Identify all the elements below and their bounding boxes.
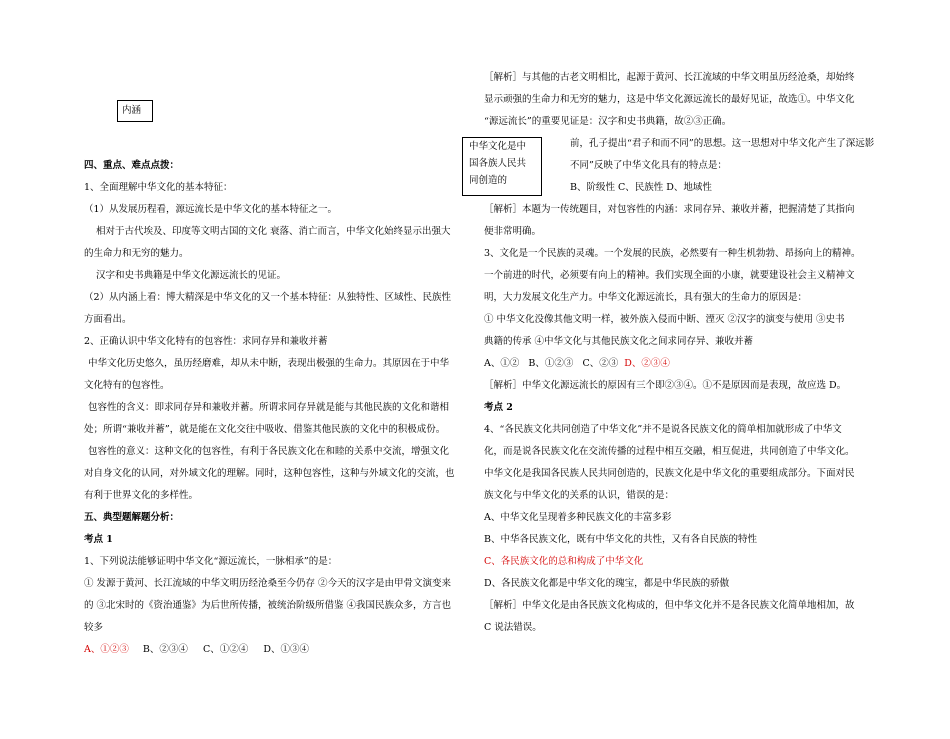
right-text-line: C 说法错误。: [484, 622, 542, 633]
neihan-box-label: 内涵: [122, 105, 142, 116]
left-text-line: 处；所谓“兼收并蓄”，就是能在文化交往中吸收、借鉴其他民族的文化中的积极成份。: [84, 424, 446, 435]
overlay-note-box: [462, 137, 542, 196]
right-column: [484, 0, 884, 739]
right-text-line: 化，而是说各民族文化在交流传播的过程中相互交融，相互促进，共同创造了中华文化。: [484, 446, 855, 457]
left-text-line: 1、下列说法能够证明中华文化“源远流长，一脉相承”的是：: [84, 556, 338, 567]
right-text-line: 族文化与中华文化的关系的认识，错误的是：: [484, 490, 675, 501]
left-text-line: 对自身文化的认同，对外域文化的理解。同时，这种包容性，这种与外域文化的交流，也: [84, 468, 455, 479]
right-text-line: 考点 2: [484, 402, 513, 413]
right-text-line: A、中华文化呈现着多种民族文化的丰富多彩: [484, 512, 672, 523]
left-text-line: 相对于古代埃及、印度等文明古国的文化 衰落、消亡而言，中华文化始终显示出强大: [96, 226, 451, 237]
right-text-line: 不同”反映了中华文化具有的特点是：: [570, 160, 727, 171]
left-text-line: 四、重点、难点点拨：: [84, 160, 180, 171]
q3-correct-answer: D、②③④: [624, 358, 670, 369]
overlay-note-line-1: 中华文化是中: [469, 141, 527, 152]
right-text-line: 3、文化是一个民族的灵魂。一个发展的民族，必然要有一种生机勃勃、昂扬向上的精神。: [484, 248, 861, 259]
left-text-line: 有利于世界文化的多样性。: [84, 490, 199, 501]
right-text-line: C、各民族文化的总和构成了中华文化: [484, 556, 644, 567]
right-text-line: ［解析］本题为一传统题目，对包容性的内涵：求同存异、兼收并蓄，把握清楚了其指向: [484, 204, 855, 215]
left-text-line: （2）从内涵上看：博大精深是中华文化的又一个基本特征：从独特性、区域性、民族性: [84, 292, 452, 303]
left-text-line: 包容性的含义：即求同存异和兼收并蓄。所谓求同存异就是能与其他民族的文化和谐相: [88, 402, 450, 413]
left-text-line: 1、全面理解中华文化的基本特征：: [84, 182, 233, 193]
overlay-note-line-2: 国各族人民共: [469, 158, 527, 169]
left-text-line: 较多: [84, 622, 104, 633]
left-text-line: 考点 1: [84, 534, 113, 545]
left-text-line: 汉字和史书典籍是中华文化源远流长的见证。: [96, 270, 287, 281]
left-text-line: ① 发源于黄河、长江流域的中华文明历经沧桑至今仍存 ②今天的汉字是由甲骨文演变来: [84, 578, 452, 589]
right-text-line: 明，大力发展文化生产力。中华文化源远流长，具有强大的生命力的原因是：: [484, 292, 808, 303]
right-text-line: ［解析］中华文化源远流长的原因有三个即②③④。①不是原因而是表现，故应选 D。: [484, 380, 847, 391]
left-text-line: 中华文化历史悠久，虽历经磨难，却从未中断，表现出极强的生命力。其原因在于中华: [88, 358, 450, 369]
left-text-line: 文化特有的包容性。: [84, 380, 170, 391]
right-text-line: 一个前进的时代，必须要有向上的精神。我们实现全面的小康，就要建设社会主义精神文: [484, 270, 855, 281]
left-text-line: 包容性的意义：这种文化的包容性，有利于各民族文化在和睦的关系中交流，增强文化: [88, 446, 450, 457]
right-text-line: “源远流长”的重要见证是：汉字和史书典籍，故②③正确。: [484, 116, 732, 127]
right-text-line: 显示顽强的生命力和无穷的魅力，这是中华文化源远流长的最好见证，故选①。中华文化: [484, 94, 855, 105]
right-text-line: ［解析］中华文化是由各民族文化构成的，但中华文化并不是各民族文化简单地相加，故: [484, 600, 855, 611]
left-text-line: 方面看出。: [84, 314, 132, 325]
right-text-line: B、中华各民族文化，既有中华文化的共性，又有各自民族的特性: [484, 534, 757, 545]
q1-answer-options: [84, 644, 309, 656]
left-text-line: 的 ③北宋时的《资治通鉴》为后世所传播，被统治阶级所借鉴 ④我国民族众多，方言也: [84, 600, 452, 611]
right-text-line: D、各民族文化都是中华文化的瑰宝，都是中华民族的骄傲: [484, 578, 730, 589]
left-text-line: （1）从发展历程看，源远流长是中华文化的基本特征之一。: [84, 204, 338, 215]
left-text-line: 的生命力和无穷的魅力。: [84, 248, 189, 259]
right-text-line: 典籍的传承 ④中华文化与其他民族文化之间求同存异、兼收并蓄: [484, 336, 754, 347]
right-text-line: ① 中华文化没像其他文明一样，被外族入侵而中断、湮灭 ②汉字的演变与使用 ③史书: [484, 314, 845, 325]
right-text-line: 4、“各民族文化共同创造了中华文化”并不是说各民族文化的简单相加就形成了中华文: [484, 424, 842, 435]
right-text-line: ［解析］与其他的古老文明相比，起源于黄河、长江流域的中华文明虽历经沧桑，却始终: [484, 72, 855, 83]
right-text-line: B、阶级性 C、民族性 D、地域性: [570, 182, 712, 193]
left-text-line: 五、典型题解题分析：: [84, 512, 180, 523]
q1-other-options: B、②③④ C、①②④ D、①③④: [142, 644, 309, 655]
right-text-line: 便非常明确。: [484, 226, 542, 237]
q1-correct-answer: A、①②③: [84, 644, 129, 655]
right-text-line: 中华文化是我国各民族人民共同创造的，民族文化是中华文化的重要组成部分。下面对民: [484, 468, 855, 479]
neihan-box: [117, 100, 153, 122]
q3-answer-options: [484, 358, 670, 370]
q3-other-options: A、①② B、①②③ C、②③: [484, 358, 625, 369]
right-text-line: 前，孔子提出“君子和而不同”的思想。这一思想对中华文化产生了深远影: [570, 138, 875, 149]
left-text-line: 2、正确认识中华文化特有的包容性：求同存异和兼收并蓄: [84, 336, 328, 347]
overlay-note-line-3: 同创造的: [469, 175, 508, 186]
